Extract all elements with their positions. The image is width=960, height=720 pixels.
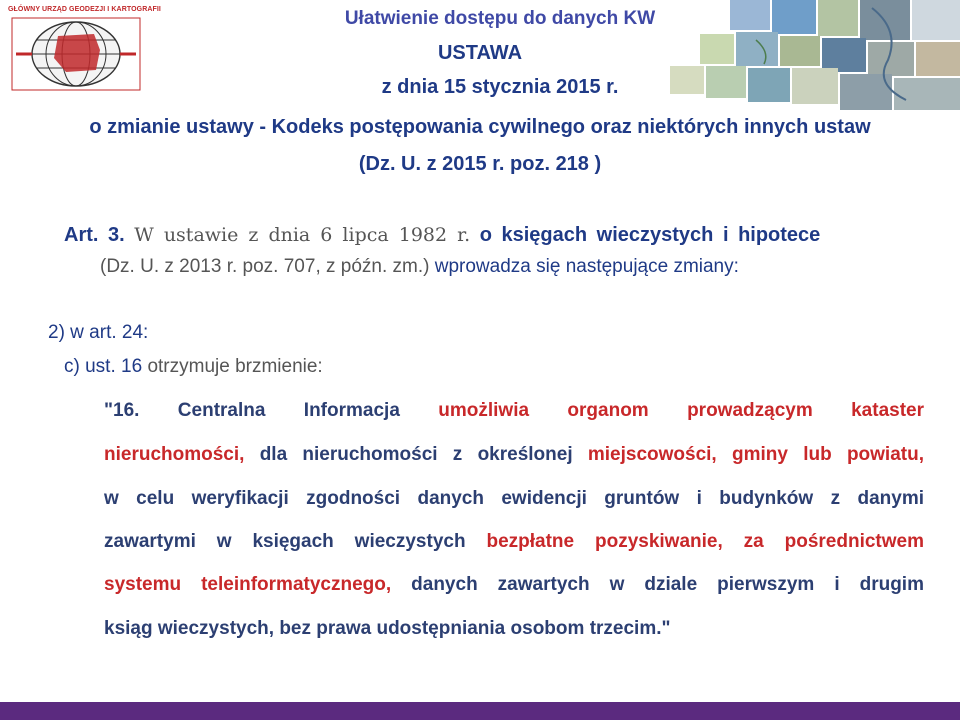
quote-text: danych zawartych w dziale pierwszym i drugim [411,574,924,595]
quote-text: dla nieruchomości z określonej [259,444,573,465]
act-date: z dnia 15 stycznia 2015 r. [381,76,619,98]
map-mosaic-image [660,0,960,110]
logo-text: GŁÓWNY URZĄD GEODEZJI I KARTOGRAFII [8,6,161,13]
act-type: USTAWA [437,42,523,64]
gugik-logo [8,6,161,92]
quote-line-6: ksiąg wieczystych, bez prawa udostępniania osobom trzecim." [104,618,671,639]
article-intro-text: W ustawie z dnia 6 lipca 1982 r. [134,224,471,246]
quote-line-5 [104,574,924,596]
slide-title: Ułatwienie dostępu do danych KW [344,8,656,29]
article-tail: wprowadza się następujące zmiany: [434,256,739,277]
article-intro [64,224,820,247]
footer-bar [0,702,960,720]
subpoint-label: c) ust. 16 [64,356,143,377]
quote-line-3: w celu weryfikacji zgodności danych ewidencji gruntów i budynków z danymi [104,488,924,509]
article-reference: (Dz. U. z 2013 r. poz. 707, z późn. zm.) [100,256,430,277]
journal-reference: (Dz. U. z 2015 r. poz. 218 ) [358,153,602,175]
article-line2 [100,256,739,278]
quote-highlight: systemu teleinformatycznego, [104,574,392,595]
quote-line-1 [104,400,924,422]
point-2: 2) w art. 24: [48,322,149,343]
quote-line-4 [104,531,924,553]
quote-line-2 [104,444,924,466]
globe-icon [8,6,161,92]
act-name: o księgach wieczystych i hipotece [479,224,821,246]
quote-highlight: umożliwia organom prowadzącym kataster [438,400,924,421]
subpoint-tail: otrzymuje brzmienie: [147,356,323,377]
quote-highlight: miejscowości, gminy lub powiatu, [587,444,924,465]
article-label: Art. 3. [64,224,125,246]
quote-text: "16. Centralna Informacja [104,400,400,421]
subpoint-c [64,356,323,378]
act-subject: o zmianie ustawy - Kodeks postępowania cywilnego oraz niektórych innych ustaw [89,116,871,138]
quote-text: zawartymi w księgach wieczystych [104,531,466,552]
quote-highlight: nieruchomości, [104,444,245,465]
quote-highlight: bezpłatne pozyskiwanie, za pośrednictwem [486,531,924,552]
